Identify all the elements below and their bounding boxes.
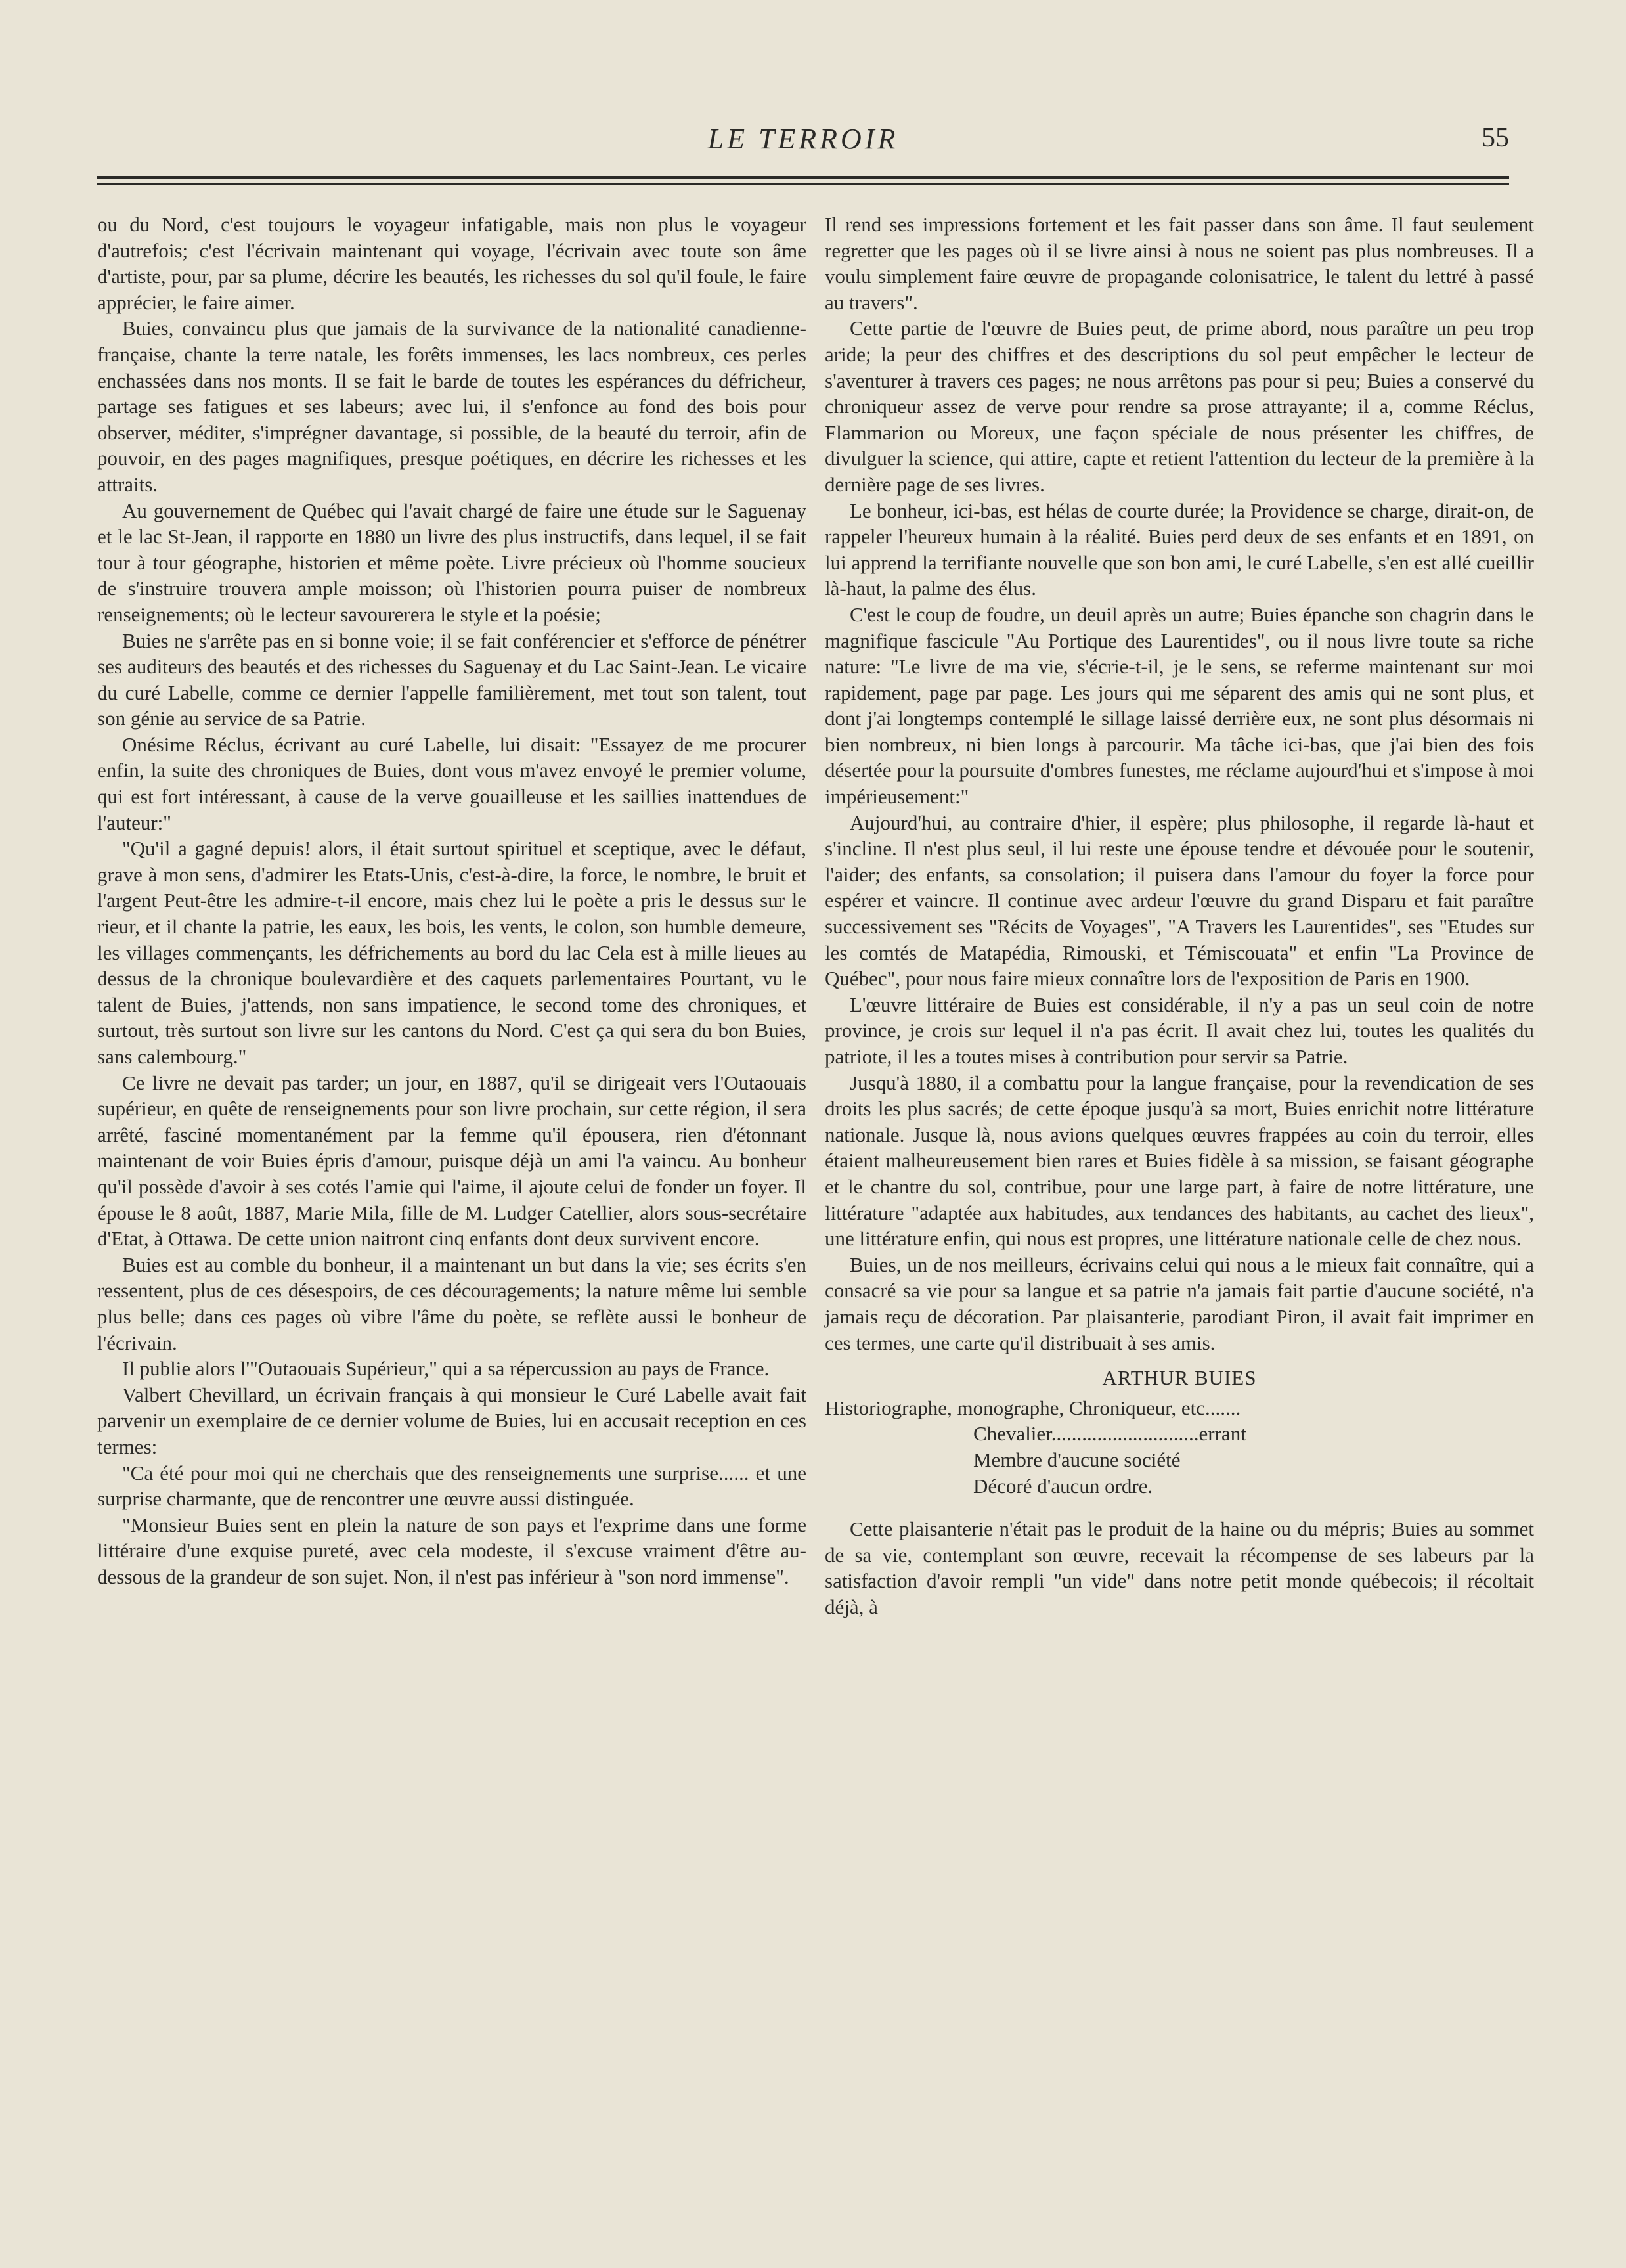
business-card xyxy=(825,1365,1534,1499)
card-line: Décoré d'aucun ordre. xyxy=(973,1474,1153,1498)
card-line: Membre d'aucune société xyxy=(973,1448,1181,1471)
paragraph: Buies est au comble du bonheur, il a maintenant un but dans la vie; ses écrits s'en ressentent, plus de ces désespoirs, de ces découragements; la nature même lui semble plus belle; dans ces pages où vibre l'âme du poète, se reflète aussi le bonheur de l'écrivain. xyxy=(97,1253,806,1354)
paragraph: Valbert Chevillard, un écrivain français à qui monsieur le Curé Labelle avait fait parvenir un exemplaire de ce dernier volume de Buies, lui en accusait reception en ces termes: xyxy=(97,1383,806,1458)
page-number: 55 xyxy=(1482,123,1509,153)
paragraph: Il rend ses impressions fortement et les fait passer dans son âme. Il faut seulement regretter que les pages où il se livre ainsi à nous ne soient pas plus nombreuses. Il a voulu simplement faire œuvre de propagande colonisatrice, le talent du lettré à passé au travers". xyxy=(825,213,1534,314)
paragraph: Il publie alors l'"Outaouais Supérieur," qui a sa répercussion au pays de France. xyxy=(122,1357,770,1381)
paragraph: C'est le coup de foudre, un deuil après un autre; Buies épanche son chagrin dans le magnifique fascicule "Au Portique des Laurentides", ou il nous livre toute sa riche nature: "Le livre de ma vie, s'écrie-t-il, je le sens, se referme maintenant sur moi rapidement, page par page. Les jours qui me séparent des amis qui ne sont plus, et dont j'ai longtemps contemplé le sillage laissé derrière eux, ne sont plus désormais ni bien nombreux, ni bien longs à parcourir. Ma tâche ici-bas, que j'ai bien des fois désertée pour la poursuite d'ombres funestes, me réclame aujourd'hui et s'impose à moi impérieusement:" xyxy=(825,602,1534,809)
paragraph: Jusqu'à 1880, il a combattu pour la langue française, pour la revendication de ses droits les plus sacrés; de cette époque jusqu'à sa mort, Buies enrichit notre littérature nationale. Jusque là, nous avions quelques œuvres frappées au coin du terroir, elles étaient malheureusement bien rares et Buies fidèle à sa mission, se faisant géographe et le chantre du sol, contribue, pour une large part, à faire de notre littérature, une littérature "adaptée aux habitudes, aux tendances des habitants, au cachet des lieux", une littérature enfin, qui nous est propres, une littérature nationale celle de chez nous. xyxy=(825,1071,1534,1251)
header-rule-thin xyxy=(97,183,1509,185)
paragraph: ou du Nord, c'est toujours le voyageur infatigable, mais non plus le voyageur d'autrefois; c'est l'écrivain maintenant qui voyage, l'écrivain avec toute son âme d'artiste, pour, par sa plume, décrire les beautés, les richesses du sol qu'il foule, le faire apprécier, le faire aimer. xyxy=(97,213,806,314)
card-name: ARTHUR BUIES xyxy=(1102,1366,1257,1390)
left-column xyxy=(97,211,806,1590)
paragraph: Ce livre ne devait pas tarder; un jour, en 1887, qu'il se dirigeait vers l'Outaouais supérieur, en quête de renseignements pour son livre prochain, sur cette région, il sera arrêté, fasciné momentanément par la femme qu'il épousera, rien d'étonnant maintenant de voir Buies épris d'amour, puisque déjà un ami l'a vaincu. Au bonheur qu'il possède d'avoir à ses cotés l'amie qui l'aime, il ajoute celui de fonder un foyer. Il épouse le 8 août, 1887, Marie Mila, fille de M. Ludger Catellier, alors sous-secrétaire d'Etat, à Ottawa. De cette union naitront cinq enfants dont deux survivent encore. xyxy=(97,1071,806,1251)
card-line: Historiographe, monographe, Chroniqueur, etc....... xyxy=(825,1396,1241,1419)
paragraph: Buies, un de nos meilleurs, écrivains celui qui nous a le mieux fait connaître, qui a consacré sa vie pour sa langue et sa patrie n'a jamais fait partie d'aucune société, n'a jamais reçu de décoration. Par plaisanterie, parodiant Piron, il avait fait imprimer en ces termes, une carte qu'il distribuait à ses amis. xyxy=(825,1253,1534,1354)
paragraph: Au gouvernement de Québec qui l'avait chargé de faire une étude sur le Saguenay et le lac St-Jean, il rapporte en 1880 un livre des plus instructifs, dans lequel, il se fait tour à tour géographe, historien et même poète. Livre précieux où l'homme soucieux de s'instruire trouvera ample moisson; où l'historien pourra puiser de nombreux renseignements; où le lecteur savourerera le style et la poésie; xyxy=(97,499,806,626)
paragraph: "Ca été pour moi qui ne cherchais que des renseignements une surprise...... et une surprise charmante, que de rencontrer une œuvre aussi distinguée. xyxy=(97,1461,806,1511)
card-line: Chevalier.............................errant xyxy=(973,1422,1246,1446)
paragraph: Buies, convaincu plus que jamais de la survivance de la nationalité canadienne-française, chante la terre natale, les forêts immenses, les lacs nombreux, ces perles enchassées dans nos monts. Il se fait le barde de toutes les espérances du défricheur, partage ses fatigues et ses labeurs; avec lui, il s'enfonce au fond des bois pour observer, méditer, s'imprégner davantage, si possible, de la beauté du terroir, afin de pouvoir, en des pages magnifiques, presque poétiques, en décrire les richesses et les attraits. xyxy=(97,317,806,496)
paragraph: "Monsieur Buies sent en plein la nature de son pays et l'exprime dans une forme littéraire d'une exquise pureté, avec cela modeste, il s'excuse vraiment d'être au-dessous de la grandeur de son sujet. Non, il n'est pas inférieur à "son nord immense". xyxy=(97,1513,806,1588)
header-rule-thick xyxy=(97,176,1509,179)
journal-title: LE TERROIR xyxy=(707,123,899,155)
right-column xyxy=(825,211,1534,1620)
running-head xyxy=(97,122,1509,162)
paragraph: Cette plaisanterie n'était pas le produit de la haine ou du mépris; Buies au sommet de sa vie, contemplant son œuvre, recevait la récompense de ses labeurs par la satisfaction d'avoir rempli "un vide" dans notre petit monde québecois; il récoltait déjà, à xyxy=(825,1517,1534,1618)
paragraph: Cette partie de l'œuvre de Buies peut, de prime abord, nous paraître un peu trop aride; la peur des chiffres et des descriptions du sol peut empêcher le lecteur de s'aventurer à travers ces pages; ne nous arrêtons pas pour si peu; Buies a conservé du chroniqueur assez de verve pour rendre sa prose attrayante; il a, comme Réclus, Flammarion ou Moreux, une façon spéciale de nous présenter les chiffres, de divulguer la science, qui attire, capte et retient l'attention du lecteur de la première à la dernière page de ses livres. xyxy=(825,317,1534,496)
paragraph: Le bonheur, ici-bas, est hélas de courte durée; la Providence se charge, dirait-on, de rappeler l'heureux humain à la réalité. Buies perd deux de ses enfants et en 1891, on lui apprend la terrifiante nouvelle que son bon ami, le curé Labelle, s'en est allé cueillir là-haut, la palme des élus. xyxy=(825,499,1534,600)
paragraph: L'œuvre littéraire de Buies est considérable, il n'y a pas un seul coin de notre province, je crois sur lequel il n'a pas écrit. Il avait chez lui, toutes les qualités du patriote, il les a toutes mises à contribution pour servir sa Patrie. xyxy=(825,992,1534,1068)
paragraph: Buies ne s'arrête pas en si bonne voie; il se fait conférencier et s'efforce de pénétrer ses auditeurs des beautés et des richesses du Saguenay et du Lac Saint-Jean. Le vicaire du curé Labelle, comme ce dernier l'appelle familièrement, met tout son talent, tout son génie au service de sa Patrie. xyxy=(97,629,806,730)
paragraph: Onésime Réclus, écrivant au curé Labelle, lui disait: "Essayez de me procurer enfin, la suite des chroniques de Buies, dont vous m'avez envoyé le premier volume, qui est fort intéressant, à cause de la verve gouailleuse et les saillies inattendues de l'auteur:" xyxy=(97,732,806,834)
paragraph: "Qu'il a gagné depuis! alors, il était surtout spirituel et sceptique, avec le défaut, grave à mon sens, d'admirer les Etats-Unis, c'est-à-dire, la force, le nombre, le bruit et l'argent Peut-être les admire-t-il encore, mais chez lui le poète a pris le dessus sur le rieur, et il chante la patrie, les eaux, les bois, les vents, le colon, son humble demeure, les villages commençants, les défrichements au bord du lac Cela est à mille lieues au dessus de la chronique boulevardière et des caquets parlementaires Pourtant, vu le talent de Buies, j'attends, non sans impatience, le second tome des chroniques, et surtout, très surtout son livre sur les cantons du Nord. C'est ça qui sera du bon Buies, sans calembourg." xyxy=(97,837,806,1068)
paragraph: Aujourd'hui, au contraire d'hier, il espère; plus philosophe, il regarde là-haut et s'incline. Il n'est plus seul, il lui reste une épouse tendre et dévouée pour le soutenir, l'aider; des enfants, sa consolation; il puisera dans l'amour du foyer la force pour espérer et vaincre. Il continue avec ardeur l'œuvre du grand Disparu et fait paraître successivement ses "Récits de Voyages", "A Travers les Laurentides", ses "Etudes sur les comtés de Matapédia, Rimouski, et Témiscouata" et enfin "La Province de Québec", pour nous faire mieux connaître lors de l'exposition de Paris en 1900. xyxy=(825,811,1534,990)
